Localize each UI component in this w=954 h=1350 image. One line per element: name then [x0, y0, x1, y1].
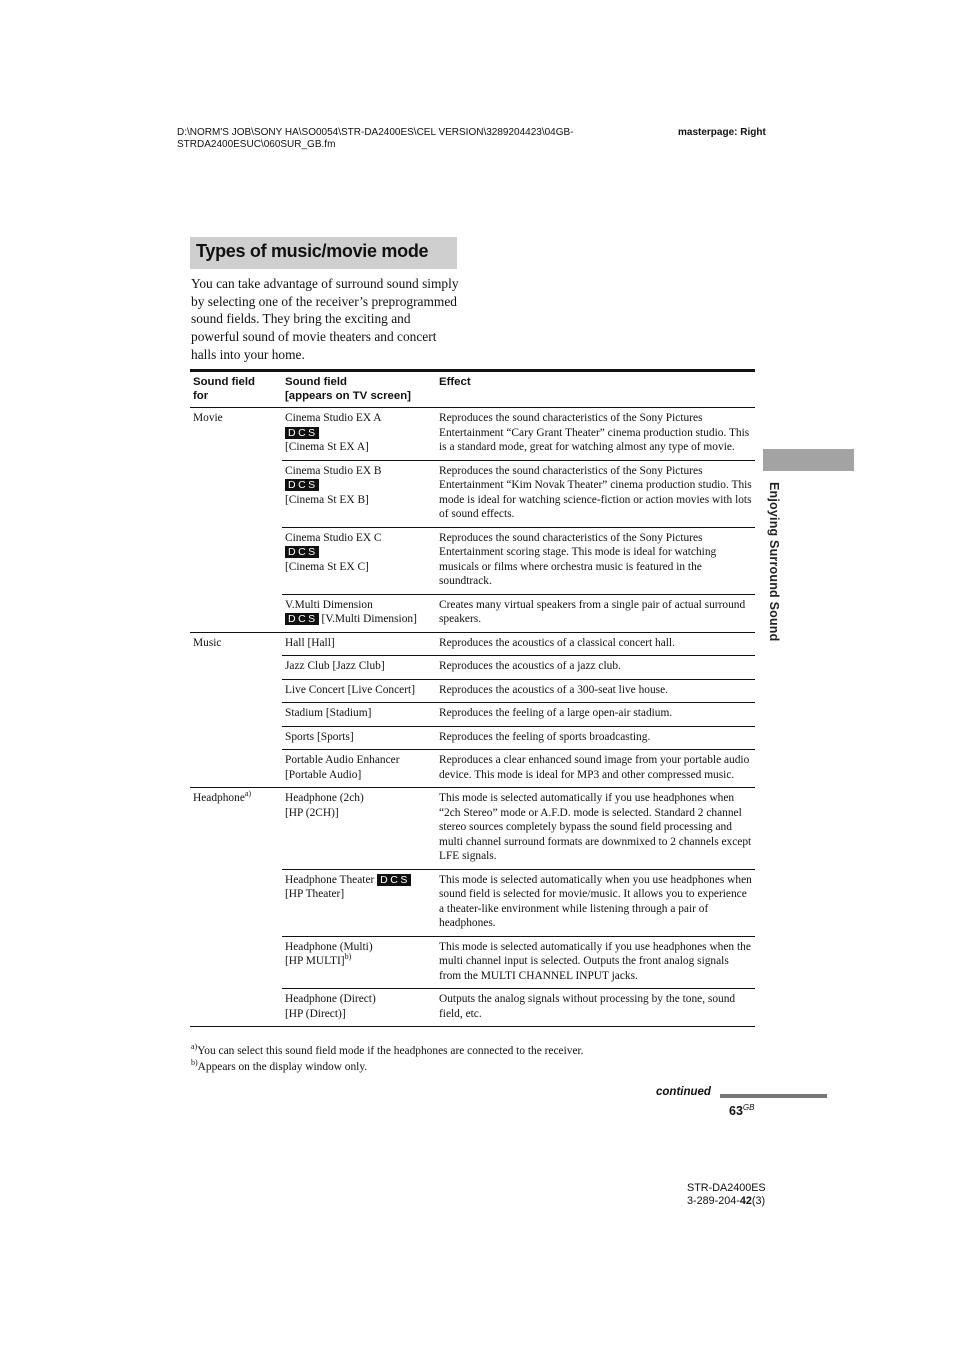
table-row [190, 788, 755, 870]
dcs-badge: DCS [285, 427, 319, 439]
section-title: Types of music/movie mode [196, 241, 429, 261]
effect-cell: Reproduces the acoustics of a jazz club. [436, 656, 755, 680]
sound-field-cell: Headphone (2ch) [HP (2CH)] [282, 788, 436, 870]
dcs-badge: DCS [285, 546, 319, 558]
effect-cell: Outputs the analog signals without processing by the tone, sound field, etc. [436, 989, 755, 1027]
sound-field-cell: Live Concert [Live Concert] [282, 679, 436, 703]
effect-cell: Reproduces the sound characteristics of the Sony Pictures Entertainment “Cary Grant Theater” cinema production studio. This is a standard mode, great for watching almost any type of movie. [439, 412, 750, 453]
footnote-mark: a) [244, 789, 252, 799]
effect-cell: Reproduces the feeling of a large open-air stadium. [436, 703, 755, 727]
masterpage-label: masterpage: Right [678, 127, 766, 138]
side-tab-label: Enjoying Surround Sound [767, 482, 781, 642]
footnote-a: $^{a)}$You can select this sound field mode if the headphones are connected to the receiver. [191, 1042, 584, 1057]
dcs-badge: DCS [285, 613, 319, 625]
effect-cell: This mode is selected automatically when you use headphones when sound field is selected for movie/music. It allows you to experience a theater-like environment while listening through a pair of headphones. [436, 869, 755, 936]
file-path-line-2: STRDA2400ESUC\060SUR_GB.fm [177, 139, 336, 150]
sound-field-cell: Sports [Sports] [282, 726, 436, 750]
footnotes [191, 1043, 584, 1075]
sound-field-cell: Headphone (Direct) [HP (Direct)] [282, 989, 436, 1027]
continued-bar [720, 1094, 827, 1098]
footnote-mark: b) [344, 952, 352, 962]
effect-cell: This mode is selected automatically if you use headphones when “2ch Stereo” mode or A.F.D. mode is selected. Standard 2 channel stereo sources completely bypass the sound field processing and multi channel surround formats are downmixed to 2 channels except LFE signals. [436, 788, 755, 870]
sound-field-cell: Portable Audio Enhancer [Portable Audio] [282, 750, 436, 788]
model-code [687, 1182, 766, 1207]
header-sound-field: Sound field [appears on TV screen] [282, 371, 436, 408]
page-number: $63^{GB}$ [729, 1103, 755, 1119]
continued-label: continued [656, 1086, 711, 1098]
sound-field-cell: Headphone (Multi) [HP MULTI]$^{b)}$ [282, 936, 436, 989]
sound-field-cell: Cinema Studio EX B DCS [Cinema St EX B] [282, 460, 436, 527]
sound-field-cell: Cinema Studio EX A DCS [Cinema St EX A] [285, 412, 382, 453]
side-tab-marker [763, 449, 854, 471]
sound-field-cell: Cinema Studio EX C DCS [Cinema St EX C] [282, 527, 436, 594]
sound-field-cell: V.Multi Dimension DCS [V.Multi Dimension] [282, 594, 436, 632]
file-path-header [177, 127, 574, 151]
sound-field-cell: Hall [Hall] [282, 632, 436, 656]
table-header-row [190, 371, 755, 408]
intro-paragraph: You can take advantage of surround sound simply by selecting one of the receiver’s preprogrammed sound fields. They bring the exciting and powerful sound of movie theaters and concert halls into your home. [191, 276, 459, 362]
dcs-badge: DCS [377, 874, 411, 886]
group-headphone: Headphone$^{a)}$ [190, 788, 282, 1027]
header-sound-field-for: Sound field for [190, 371, 282, 408]
effect-cell: This mode is selected automatically if you use headphones when the multi channel input is selected. Outputs the front analog signals from the MULTI CHANNEL INPUT jacks. [436, 936, 755, 989]
effect-cell: Reproduces the acoustics of a 300-seat live house. [436, 679, 755, 703]
sound-field-cell: Headphone Theater DCS [HP Theater] [282, 869, 436, 936]
group-music: Music [190, 632, 282, 788]
header-effect: Effect [436, 371, 755, 408]
effect-cell: Reproduces a clear enhanced sound image from your portable audio device. This mode is ideal for MP3 and other compressed music. [436, 750, 755, 788]
section-heading-box [190, 237, 457, 269]
sound-field-cell: Jazz Club [Jazz Club] [282, 656, 436, 680]
table-row [190, 408, 755, 461]
group-movie: Movie [193, 412, 223, 424]
dcs-badge: DCS [285, 479, 319, 491]
table-row [190, 632, 755, 656]
effect-cell: Reproduces the sound characteristics of the Sony Pictures Entertainment scoring stage. This mode is ideal for watching musicals or films where orchestra music is featured in the soundtrack. [436, 527, 755, 594]
model-name: STR-DA2400ES [687, 1182, 766, 1194]
sound-field-cell: Stadium [Stadium] [282, 703, 436, 727]
sound-field-table [190, 369, 755, 1027]
footnote-b: $^{b)}$Appears on the display window only. [191, 1058, 368, 1073]
effect-cell: Reproduces the feeling of sports broadcasting. [436, 726, 755, 750]
effect-cell: Reproduces the acoustics of a classical concert hall. [436, 632, 755, 656]
effect-cell: Reproduces the sound characteristics of the Sony Pictures Entertainment “Kim Novak Theater” cinema production studio. This mode is ideal for watching science-fiction or action movies with lots of sound effects. [436, 460, 755, 527]
file-path-line-1: D:\NORM'S JOB\SONY HA\SO0054\STR-DA2400ES\CEL VERSION\3289204423\04GB- [177, 127, 574, 138]
effect-cell: Creates many virtual speakers from a single pair of actual surround speakers. [436, 594, 755, 632]
document-code: 3-289-204-42(3) [687, 1194, 766, 1207]
